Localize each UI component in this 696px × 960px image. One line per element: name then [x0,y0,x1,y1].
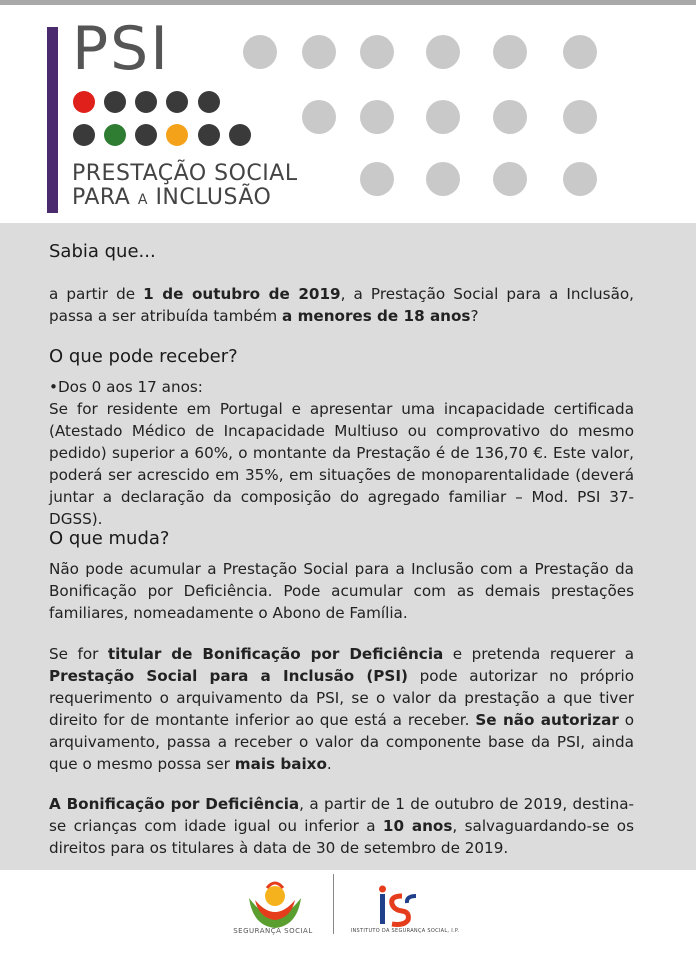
logo-dot [198,124,220,146]
decorative-dot [243,35,277,69]
logo-vertical-bar [47,27,58,213]
intro-heading: Sabia que... [49,241,156,262]
decorative-dot [493,162,527,196]
footer [0,870,696,960]
muda-paragraph-3: A Bonificação por Deficiência, a partir de 1 de outubro de 2019, destina-se crianças com idade igual ou inferior a 10 anos, salvaguardando-se os direitos para os titulares à data de 30 de setembro de 2019. [49,795,634,857]
logo-dot-green [104,124,126,146]
logo-dot-red [73,91,95,113]
header-banner [0,5,696,223]
decorative-dot [426,100,460,134]
main-content [0,223,696,870]
logo-dot [104,91,126,113]
logo-dot [166,91,188,113]
iss-logo-icon [372,884,422,928]
subtitle-line-2: PARA A INCLUSÃO [72,185,272,210]
psi-subtitle [72,162,298,212]
decorative-dot [563,100,597,134]
muda-paragraph-2: Se for titular de Bonificação por Deficiência e pretenda requerer a Prestação Social para a Inclusão (PSI) pode autorizar no próprio requerimento o arquivamento da PSI, se o valor da prestação a que tiver direito for de montante inferior ao que está a receber. Se não autorizar o arquivamento, passa a receber o valor da componente base da PSI, ainda que o mesmo possa ser mais baixo. [49,645,635,773]
logo-dot [229,124,251,146]
logo-dot [135,124,157,146]
footer-divider [333,874,334,934]
decorative-dot [360,100,394,134]
logo-dot [73,124,95,146]
seguranca-social-logo-icon [235,878,315,948]
iss-label: INSTITUTO DA SEGURANÇA SOCIAL, I.P. [350,928,460,934]
muda-paragraph-1: Não pode acumular a Prestação Social para a Inclusão com a Prestação da Bonificação por Deficiência. Pode acumular com as demais prestações familiares, nomeadamente o Abono de Família. [49,560,634,622]
decorative-dot [302,100,336,134]
receber-bullet: •Dos 0 aos 17 anos: [49,378,203,396]
decorative-dot [302,35,336,69]
logo-dot [135,91,157,113]
decorative-dot [563,35,597,69]
decorative-dot [563,162,597,196]
decorative-dot [360,35,394,69]
seguranca-social-label: SEGURANÇA SOCIAL [233,927,313,935]
muda-heading: O que muda? [49,528,170,549]
logo-dot-orange [166,124,188,146]
decorative-dot [493,35,527,69]
intro-paragraph: a partir de 1 de outubro de 2019, a Prestação Social para a Inclusão, passa a ser atribuída também a menores de 18 anos? [49,285,634,325]
receber-heading: O que pode receber? [49,346,238,367]
receber-paragraph: Se for residente em Portugal e apresentar uma incapacidade certificada (Atestado Médico de Incapacidade Multiuso ou comprovativo do mesmo pedido) superior a 60%, o montante da Prestação é de 136,70 €. Este valor, poderá ser acrescido em 35%, em situações de monoparentalidade (deverá juntar a declaração da composição do agregado familiar – Mod. PSI 37-DGSS). [49,400,634,528]
decorative-dot [426,162,460,196]
logo-dot [198,91,220,113]
decorative-dot [360,162,394,196]
decorative-dot [426,35,460,69]
decorative-dot [493,100,527,134]
psi-logo-text: PSI [72,14,170,84]
subtitle-line-1: PRESTAÇÃO SOCIAL [72,161,298,186]
